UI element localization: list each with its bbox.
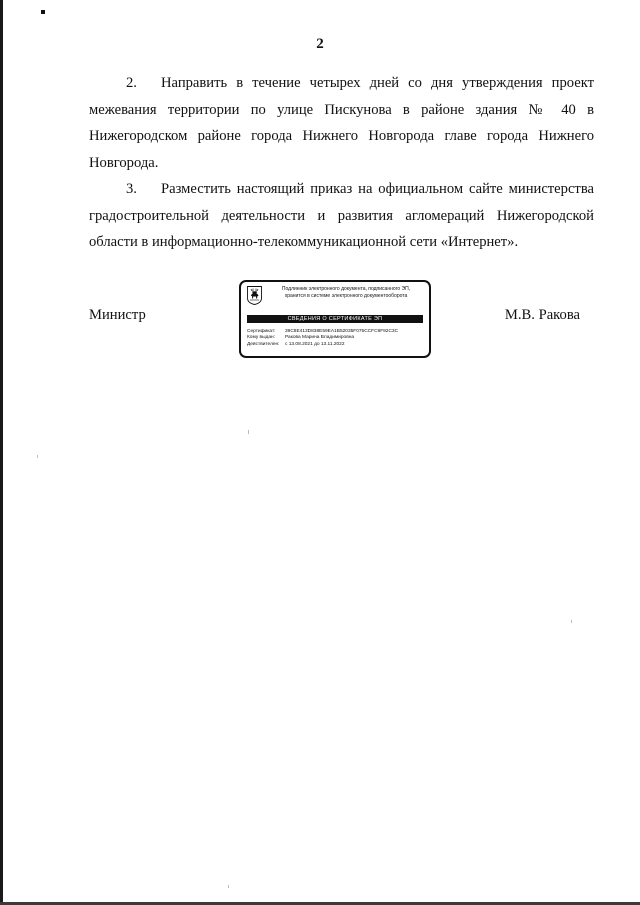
paragraph-text: Направить в течение четырех дней со дня утверждения проект межевания территории по улице Пискунова в районе здания № 40 в Нижегородском районе города Нижнего Новгорода главе города Нижнего Новгорода. — [89, 75, 594, 171]
certificate-value: 39C8E413D838E59EA1B52035F075CCFC9F92C3C — [285, 329, 399, 334]
validity-row — [247, 342, 427, 348]
certificate-info-band: СВЕДЕНИЯ О СЕРТИФИКАТЕ ЭП — [247, 315, 423, 323]
paragraph-number: 2. — [126, 75, 137, 91]
signer-name: М.В. Ракова — [504, 307, 580, 323]
paragraph-item-2 — [89, 70, 594, 176]
validity-label: Действителен: — [247, 341, 280, 347]
paragraph-item-3 — [89, 176, 594, 256]
scan-speck — [37, 455, 38, 458]
scan-speck — [571, 620, 572, 623]
scan-speck — [248, 430, 249, 434]
electronic-signature-stamp — [239, 280, 431, 358]
certificate-label: Сертификат: — [247, 329, 276, 334]
scan-speck — [228, 885, 229, 888]
signature-block — [89, 280, 594, 362]
scan-left-edge — [0, 0, 3, 905]
stamp-header-line: Подлинник электронного документа, подписанного ЭП, — [281, 286, 411, 292]
validity-value: с 13.08.2021 до 13.11.2022 — [285, 341, 345, 347]
scan-artifact-dot — [41, 10, 45, 14]
paragraph-text: Разместить настоящий приказ на официальном сайте министерства градостроительной деятельности и развития агломераций Нижегородской области в информационно-телекоммуникационной сети «Интернет». — [89, 181, 594, 250]
document-body — [89, 70, 594, 256]
certificate-details — [247, 329, 427, 348]
owner-value: Ракова Марина Владимировна — [285, 335, 355, 341]
owner-label: Кому выдан: — [247, 335, 275, 341]
page-number: 2 — [316, 36, 324, 52]
stamp-header — [265, 286, 427, 299]
signer-position: Министр — [89, 307, 146, 323]
stamp-header-line: хранится в системе электронного документооборота — [284, 292, 408, 299]
nizhny-novgorod-deer-emblem-icon — [247, 286, 262, 305]
paragraph-number: 3. — [126, 181, 137, 197]
